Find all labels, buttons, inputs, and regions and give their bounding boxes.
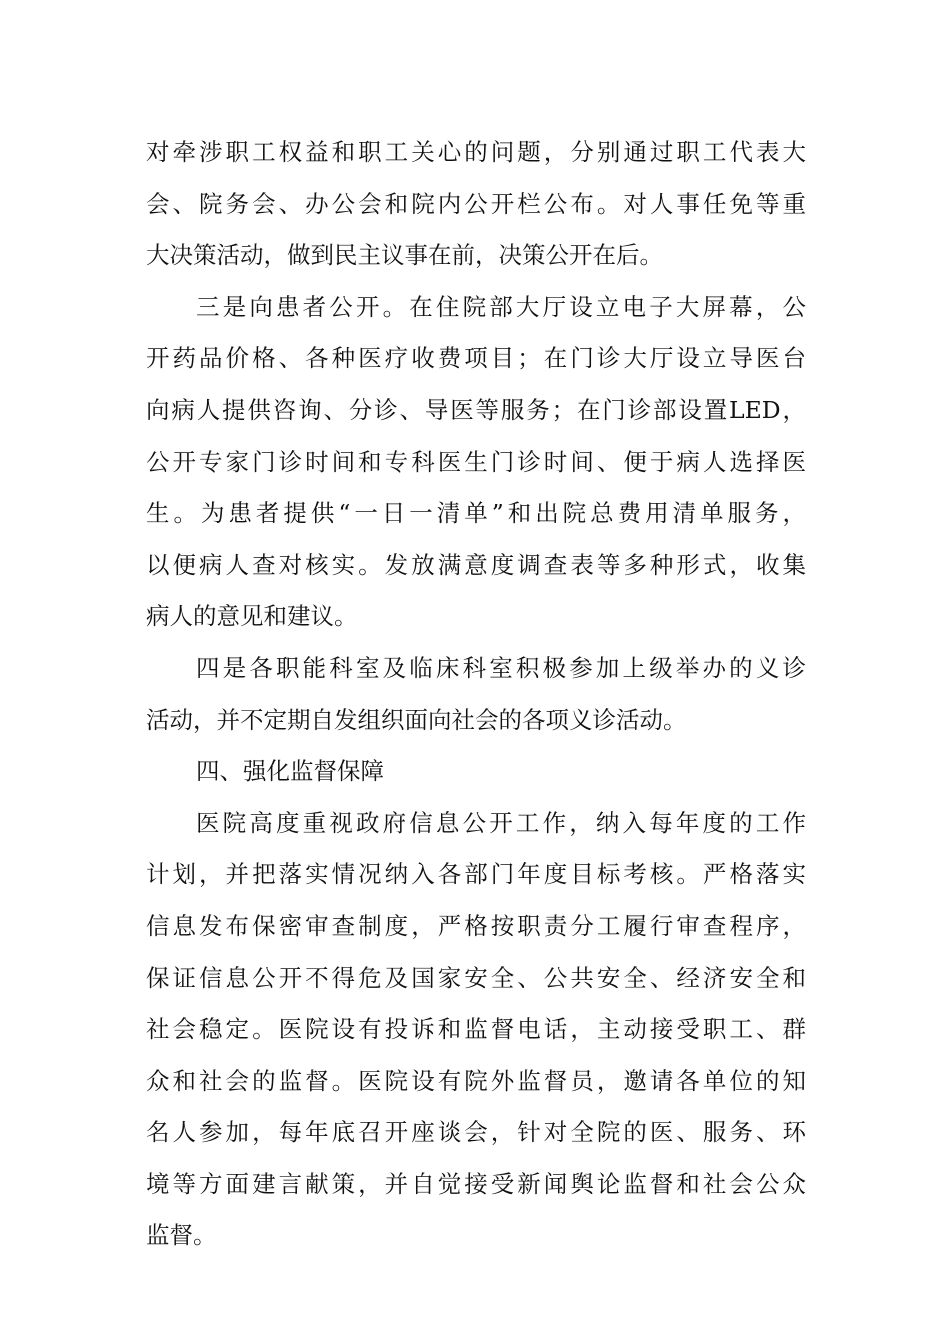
text-line: 病人的意见和建议。 [146,602,358,631]
text-line: 医院高度重视政府信息公开工作，纳入每年度的工作 [196,808,806,837]
text-line: 信息发布保密审查制度，严格按职责分工履行审查程序， [146,911,806,940]
text-line: 三是向患者公开。在住院部大厅设立电子大屏幕，公 [196,292,806,321]
text-line: 众和社会的监督。医院设有院外监督员，邀请各单位的知 [146,1066,806,1095]
text-line: 境等方面建言献策，并自觉接受新闻舆论监督和社会公众 [146,1169,806,1198]
text-line: 公开专家门诊时间和专科医生门诊时间、便于病人选择医 [146,447,806,476]
text-line: 会、院务会、办公会和院内公开栏公布。对人事任免等重 [146,189,806,218]
text-line: 监督。 [146,1221,217,1250]
section-heading: 四、强化监督保障 [196,757,384,786]
text-line: 开药品价格、各种医疗收费项目；在门诊大厅设立导医台 [146,344,806,373]
text-line: 社会稳定。医院设有投诉和监督电话，主动接受职工、群 [146,1015,806,1044]
text-line: 生。为患者提供“一日一清单”和出院总费用清单服务， [146,499,806,528]
text-line: 对牵涉职工权益和职工关心的问题，分别通过职工代表大 [146,138,806,166]
text-line: 四是各职能科室及临床科室积极参加上级举办的义诊 [196,653,806,682]
text-line: 名人参加，每年底召开座谈会，针对全院的医、服务、环 [146,1118,806,1147]
text-line: 向病人提供咨询、分诊、导医等服务；在门诊部设置LED， [146,395,806,424]
document-body [146,127,806,1262]
text-line: 活动，并不定期自发组织面向社会的各项义诊活动。 [146,705,687,734]
text-line: 以便病人查对核实。发放满意度调查表等多种形式，收集 [146,550,806,579]
text-line: 计划，并把落实情况纳入各部门年度目标考核。严格落实 [146,860,806,889]
text-line: 保证信息公开不得危及国家安全、公共安全、经济安全和 [146,963,806,992]
text-line: 大决策活动，做到民主议事在前，决策公开在后。 [146,241,663,270]
